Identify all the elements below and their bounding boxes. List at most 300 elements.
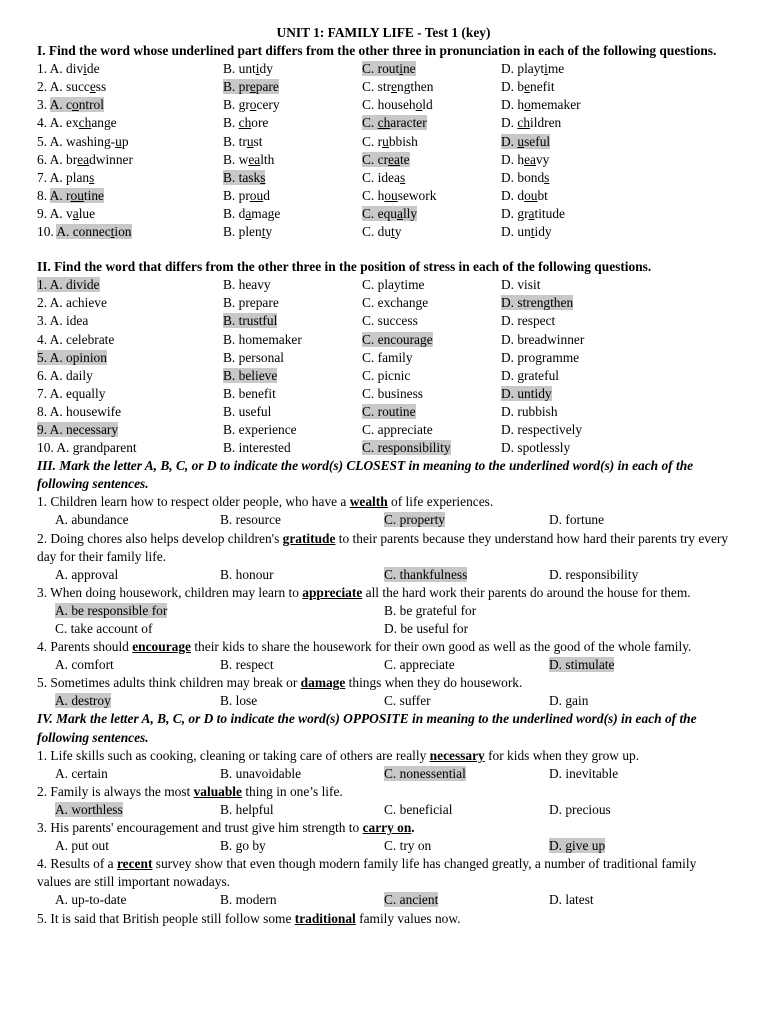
pronunciation-row [37, 187, 730, 205]
word-part: du [377, 224, 392, 240]
word-part: task [238, 169, 261, 185]
option-letter: C. [362, 187, 378, 203]
word-part: ange [91, 115, 117, 131]
underlined-part: a [396, 205, 403, 221]
option-cell [223, 114, 362, 132]
option-text: A. abundance [55, 512, 129, 528]
option-cell [501, 385, 552, 403]
underlined-part: e [391, 79, 397, 95]
option-cell [362, 133, 501, 151]
option-text: A. worthless [55, 801, 123, 817]
option-text: B. be grateful for [384, 602, 477, 618]
option-cell [501, 96, 581, 114]
option-text: D. respectively [501, 421, 583, 437]
option-cell [501, 205, 565, 223]
underlined-part: ou [524, 187, 538, 203]
option-text: A. put out [55, 838, 109, 854]
option-text: C. success [362, 313, 418, 329]
option-cell [220, 801, 384, 819]
underlined-part: o [415, 97, 423, 113]
option-cell [37, 439, 223, 457]
option-letter: C. [362, 115, 378, 131]
word-part: vy [535, 151, 550, 167]
option-cell [223, 294, 362, 312]
target-word: appreciate [302, 584, 363, 600]
option-word [501, 152, 549, 167]
option-letter: A. [49, 79, 67, 95]
option-cell [362, 187, 501, 205]
option-cell [362, 421, 501, 439]
question-stem: of life experiences. [387, 494, 494, 510]
option-text: B. helpful [220, 801, 274, 817]
word-part: ntrol [78, 97, 104, 113]
option-cell [37, 276, 223, 294]
question-number: 9. [37, 205, 48, 221]
option-letter: A. [49, 97, 67, 113]
option-letter: B. [223, 224, 239, 240]
target-word: traditional [294, 910, 356, 926]
option-cell [549, 801, 611, 819]
option-letter: C. [362, 79, 378, 95]
option-letter: B. [223, 169, 239, 185]
question-stem: 2. Family is always the most [37, 783, 194, 799]
option-cell [362, 403, 501, 421]
option-cell [501, 187, 548, 205]
option-cell [223, 187, 362, 205]
option-word [50, 97, 104, 112]
option-cell [549, 566, 638, 584]
option-cell [501, 312, 555, 330]
option-letter: B. [223, 79, 239, 95]
section-3-heading: III. Mark the letter A, B, C, or D to indicate the word(s) CLOSEST in meaning to the underlined word(s) in each of the following sentences. [37, 458, 694, 492]
option-cell [362, 60, 501, 78]
word-part: b [517, 79, 525, 95]
option-text: B. interested [223, 440, 291, 456]
option-cell [549, 837, 605, 855]
option-cell [37, 312, 223, 330]
option-word [223, 97, 280, 112]
option-text: C. thankfulness [384, 566, 468, 582]
underlined-part: o [249, 97, 257, 113]
underlined-part: u [115, 133, 122, 149]
word-part: pare [255, 79, 279, 95]
word-part: un [517, 224, 531, 240]
word-part: equ [377, 205, 397, 221]
question-stem: . [411, 820, 415, 836]
word-part: r [66, 187, 71, 203]
option-letter: B. [223, 61, 239, 77]
underlined-part: i [255, 61, 260, 77]
question-text [37, 783, 730, 801]
option-word [223, 152, 274, 167]
option-text: B. believe [223, 367, 278, 383]
underlined-part: ea [388, 151, 400, 167]
underlined-part: a [245, 205, 252, 221]
option-cell [501, 331, 584, 349]
option-cell [37, 60, 223, 78]
stress-row [37, 403, 730, 421]
underlined-part: e [524, 79, 531, 95]
option-text: 9. A. necessary [37, 421, 119, 437]
option-word [362, 61, 416, 76]
question-stem: 3. When doing housework, children may learn to [37, 584, 303, 600]
option-cell [223, 223, 362, 241]
option-cell [501, 439, 570, 457]
word-part: y [394, 224, 402, 240]
option-cell [501, 349, 579, 367]
option-letter: C. [362, 61, 378, 77]
option-word [501, 97, 581, 112]
pronunciation-row [37, 169, 730, 187]
option-cell [501, 151, 549, 169]
word-part: unt [238, 61, 256, 77]
option-cell [384, 566, 549, 584]
option-letter: B. [223, 97, 239, 113]
question-number: 8. [37, 187, 48, 203]
options-row [37, 656, 730, 674]
word-part: bt [537, 187, 548, 203]
option-text: B. personal [223, 349, 284, 365]
pronunciation-row [37, 60, 730, 78]
word-part: bond [517, 169, 545, 185]
options-row [37, 620, 730, 638]
options-row [37, 692, 730, 710]
option-cell [384, 656, 549, 674]
option-letter: A. [49, 151, 67, 167]
word-part: lue [78, 205, 96, 221]
section-1-heading: I. Find the word whose underlined part differs from the other three in pronunciation in each of the following questions. [37, 43, 717, 59]
section-2-heading: II. Find the word that differs from the other three in the position of stress in each of the following questions. [37, 259, 652, 275]
underlined-part: a [528, 205, 535, 221]
option-text: B. modern [220, 892, 277, 908]
underlined-part: ea [248, 151, 261, 167]
option-cell [55, 602, 384, 620]
option-cell [55, 891, 220, 909]
question-stem: things when they do housework. [345, 675, 523, 691]
option-cell [223, 205, 362, 223]
option-text: C. encourage [362, 331, 433, 347]
options-row [37, 602, 730, 620]
page-title: UNIT 1: FAMILY LIFE - Test 1 (key) [276, 25, 491, 40]
question-text [37, 674, 730, 692]
option-letter: B. [223, 151, 239, 167]
option-text: C. exchange [362, 295, 429, 311]
word-part: gr [517, 205, 529, 221]
word-part: ld [422, 97, 433, 113]
option-cell [362, 96, 501, 114]
question-number: 10. [37, 224, 54, 240]
option-text: B. prepare [223, 295, 279, 311]
target-word: wealth [349, 494, 388, 510]
options-row [37, 801, 730, 819]
option-word [362, 206, 417, 221]
underlined-part: s [544, 169, 550, 185]
option-text: B. respect [220, 657, 274, 673]
option-cell [220, 566, 384, 584]
pronunciation-row [37, 223, 730, 241]
question-text [37, 493, 730, 511]
options-row [37, 837, 730, 855]
word-part: dy [259, 61, 273, 77]
option-text: B. benefit [223, 385, 276, 401]
word-part: d [238, 205, 246, 221]
option-text: D. latest [549, 892, 594, 908]
option-cell [549, 692, 588, 710]
option-cell [223, 78, 362, 96]
word-part: st [253, 133, 263, 149]
option-cell [37, 223, 223, 241]
option-cell [384, 837, 549, 855]
option-cell [362, 169, 501, 187]
underlined-part: ch [377, 115, 391, 131]
option-cell [223, 403, 362, 421]
underlined-part: s [89, 169, 95, 185]
option-cell [37, 385, 223, 403]
word-part: rout [377, 61, 400, 77]
question-number: 7. [37, 169, 48, 185]
underlined-part: t [261, 224, 266, 240]
option-cell [220, 692, 384, 710]
option-text: D. respect [501, 313, 556, 329]
option-word [501, 61, 564, 76]
option-word [50, 206, 95, 221]
option-cell [223, 60, 362, 78]
option-cell [55, 566, 220, 584]
word-part: te [399, 151, 410, 167]
option-word [223, 206, 280, 221]
question-number: 6. [37, 151, 48, 167]
option-cell [55, 692, 220, 710]
option-cell [223, 439, 362, 457]
option-letter: A. [56, 224, 73, 240]
option-text: C. try on [384, 838, 432, 854]
options-row [37, 511, 730, 529]
option-word [501, 170, 549, 185]
option-cell [501, 403, 558, 421]
option-cell [362, 331, 501, 349]
option-letter: C. [362, 224, 378, 240]
option-cell [37, 169, 223, 187]
question-number: 5. [37, 133, 48, 149]
option-letter: D. [501, 97, 518, 113]
word-part: ne [402, 61, 416, 77]
stress-row [37, 294, 730, 312]
underlined-part: o [524, 97, 531, 113]
option-word [223, 61, 273, 76]
option-word [50, 79, 107, 94]
underlined-part: u [517, 133, 525, 149]
option-cell [223, 276, 362, 294]
word-part: sework [397, 187, 437, 203]
option-text: C. appreciate [362, 421, 433, 437]
spacer [37, 241, 730, 258]
target-word: gratitude [282, 530, 336, 546]
underlined-part: u [382, 133, 389, 149]
option-text: C. family [362, 349, 413, 365]
option-word [501, 188, 548, 203]
option-word [223, 188, 270, 203]
option-text: B. lose [220, 693, 258, 709]
option-text: A. comfort [55, 657, 114, 673]
word-part: y [265, 224, 273, 240]
word-part: memaker [530, 97, 581, 113]
option-cell [223, 151, 362, 169]
option-text: C. suffer [384, 693, 431, 709]
word-part: h [377, 187, 385, 203]
stress-row [37, 276, 730, 294]
option-cell [55, 620, 384, 638]
word-part: idea [377, 169, 400, 185]
option-cell [362, 367, 501, 385]
option-text: 3. A. idea [37, 313, 89, 329]
option-cell [37, 114, 223, 132]
option-letter: C. [362, 169, 378, 185]
option-cell [362, 349, 501, 367]
section-4-heading: IV. Mark the letter A, B, C, or D to indicate the word(s) OPPOSITE in meaning to the underlined word(s) in each of the following sentences. [37, 711, 697, 745]
question-number: 3. [37, 97, 48, 113]
option-text: 5. A. opinion [37, 349, 107, 365]
option-text: 10. A. grandparent [37, 440, 137, 456]
question-stem: 5. It is said that British people still follow some [37, 910, 295, 926]
option-cell [223, 133, 362, 151]
question-text [37, 638, 730, 656]
option-text: C. responsibility [362, 440, 451, 456]
word-part: tr [238, 133, 247, 149]
stress-row [37, 385, 730, 403]
question-text [37, 910, 730, 928]
question-stem: all the hard work their parents do around the house for them. [362, 584, 691, 600]
question-stem: 5. Sometimes adults think children may break or [37, 675, 301, 691]
option-text: B. trustful [223, 313, 278, 329]
stress-row [37, 349, 730, 367]
option-word [223, 134, 262, 149]
option-cell [362, 385, 501, 403]
option-text: D. stimulate [549, 657, 615, 673]
underlined-part: i [399, 61, 403, 77]
word-part: titude [534, 205, 565, 221]
word-part: d [263, 187, 270, 203]
word-part: dwinner [89, 151, 133, 167]
option-letter: C. [362, 151, 378, 167]
option-text: B. unavoidable [220, 765, 302, 781]
option-text: 8. A. housewife [37, 403, 122, 419]
question-stem: 3. His parents' encouragement and trust give him strength to [37, 820, 363, 836]
option-cell [362, 114, 501, 132]
option-cell [549, 765, 618, 783]
target-word: necessary [429, 747, 485, 763]
word-part: me [547, 61, 565, 77]
option-word [50, 61, 100, 76]
section-3-questions [37, 493, 730, 710]
option-word [56, 224, 131, 239]
option-word [362, 170, 405, 185]
option-text: 7. A. equally [37, 385, 106, 401]
option-word [50, 115, 117, 130]
underlined-part: ch [517, 115, 531, 131]
option-cell [362, 151, 501, 169]
question-stem: to their parents because they understand how hard their parents try every day for their family life. [37, 530, 729, 564]
option-letter: A. [49, 169, 67, 185]
option-cell [220, 511, 384, 529]
option-letter: B. [223, 115, 239, 131]
question-text [37, 584, 730, 602]
option-cell [37, 96, 223, 114]
word-part: ex [66, 115, 79, 131]
option-letter: B. [223, 205, 239, 221]
option-cell [37, 205, 223, 223]
option-letter: D. [501, 187, 518, 203]
word-part: ngthen [397, 79, 434, 95]
underlined-part: e [249, 79, 256, 95]
word-part: lth [260, 151, 275, 167]
option-cell [37, 78, 223, 96]
option-letter: D. [501, 79, 518, 95]
question-stem: 4. Parents should [37, 639, 133, 655]
word-part: ildren [530, 115, 562, 131]
question-text [37, 530, 730, 566]
option-text: A. be responsible for [55, 602, 168, 618]
option-text: C. ancient [384, 892, 439, 908]
option-letter: D. [501, 115, 518, 131]
option-text: A. up-to-date [55, 892, 127, 908]
option-letter: A. [49, 133, 67, 149]
option-text: B. experience [223, 421, 297, 437]
word-part: idy [534, 224, 552, 240]
pronunciation-row [37, 78, 730, 96]
question-number: 4. [37, 115, 48, 131]
option-cell [223, 312, 362, 330]
option-cell [220, 891, 384, 909]
option-word [223, 224, 272, 239]
underlined-part: u [246, 133, 254, 149]
question-stem: 2. Doing chores also helps develop children's [37, 530, 283, 546]
option-word [501, 206, 565, 221]
option-cell [37, 349, 223, 367]
option-cell [384, 511, 549, 529]
option-word [362, 152, 410, 167]
option-text: C. nonessential [384, 765, 466, 781]
option-text: 4. A. celebrate [37, 331, 115, 347]
option-text: C. picnic [362, 367, 411, 383]
underlined-part: t [391, 224, 395, 240]
option-letter: D. [501, 224, 518, 240]
word-part: aracter [390, 115, 427, 131]
option-cell [223, 169, 362, 187]
option-cell [55, 511, 220, 529]
option-letter: D. [501, 205, 518, 221]
word-part: playt [517, 61, 545, 77]
option-text: D. responsibility [549, 566, 639, 582]
word-part: nefit [530, 79, 555, 95]
word-part: d [517, 187, 525, 203]
word-part: tine [83, 187, 104, 203]
word-part: plan [66, 169, 90, 185]
option-cell [220, 837, 384, 855]
option-text: C. routine [362, 403, 416, 419]
word-part: bbish [388, 133, 418, 149]
option-word [50, 134, 129, 149]
option-cell [220, 765, 384, 783]
option-cell [501, 276, 540, 294]
option-cell [501, 223, 552, 241]
option-cell [384, 620, 468, 638]
word-part: de [86, 61, 100, 77]
option-text: D. fortune [549, 512, 605, 528]
question-text [37, 855, 730, 891]
option-word [362, 224, 401, 239]
option-text: A. approval [55, 566, 119, 582]
option-word [50, 188, 104, 203]
